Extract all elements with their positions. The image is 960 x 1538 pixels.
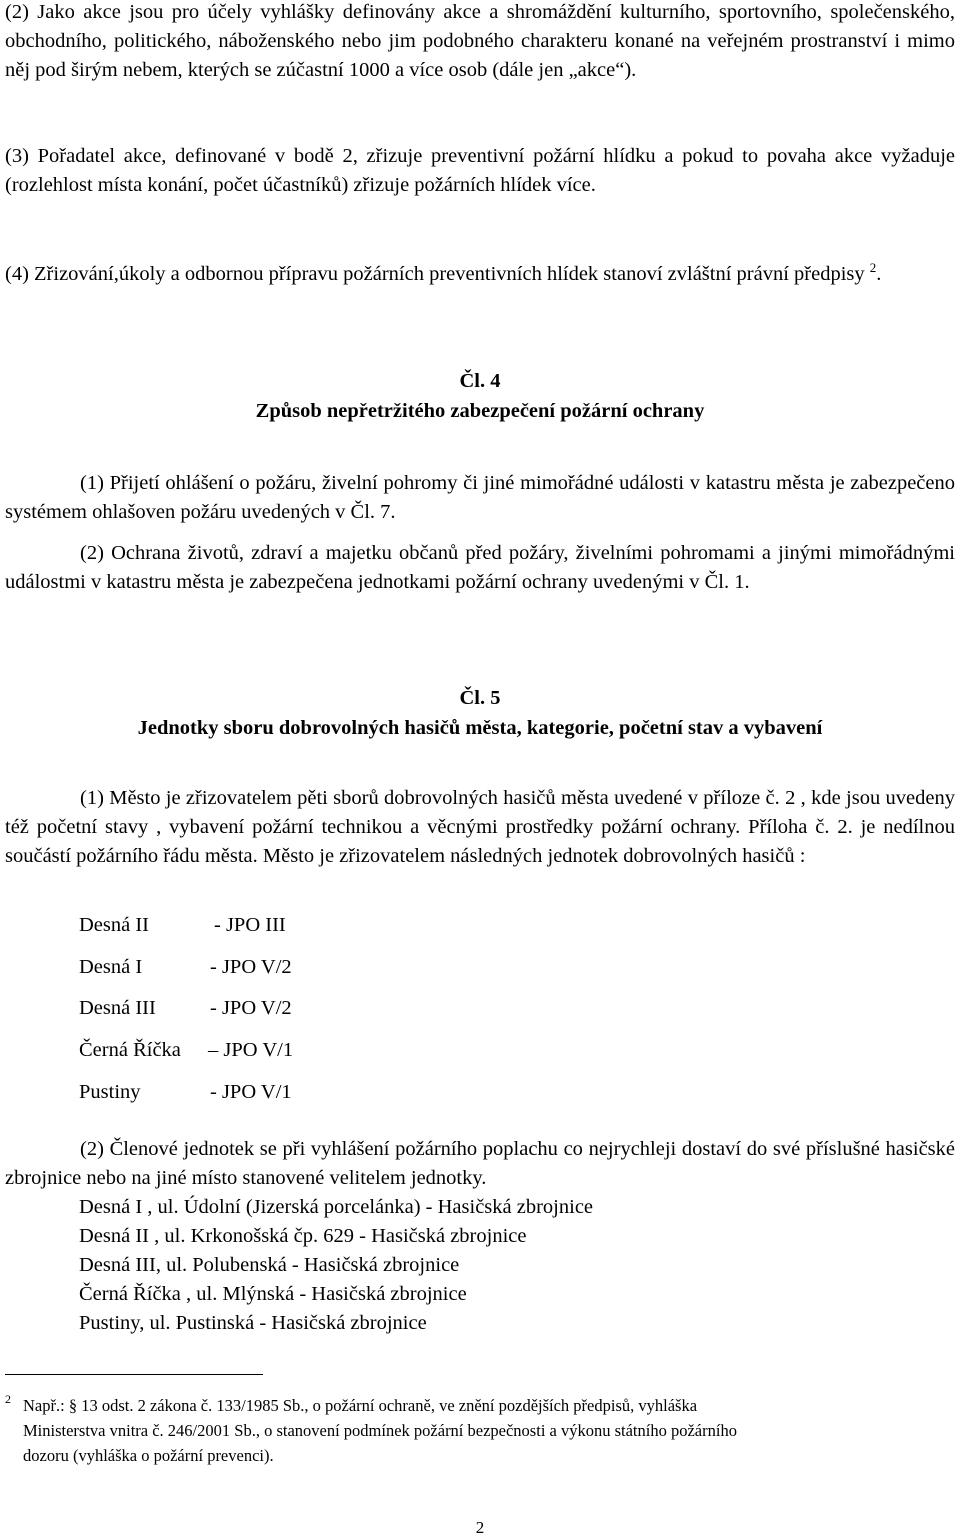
- footnote-separator: [5, 1374, 263, 1375]
- paragraph-3: (3) Pořadatel akce, definované v bodě 2, zřizuje preventivní požární hlídku a pokud to povaha akce vyžaduje (rozlehlost místa konání, počet účastníků) zřizuje požárních hlídek více.: [5, 145, 955, 196]
- article-4-paragraph-2: (2) Ochrana životů, zdraví a majetku občanů před požáry, živelními pohromami a jinými mimořádnými událostmi v katastru města je zabezpečena jednotkami požární ochrany uvedenými v Čl. 1.: [5, 542, 955, 593]
- page-number: 2: [475, 1518, 485, 1537]
- unit-name: Černá Říčka: [79, 1039, 181, 1061]
- article-5-paragraph-2: (2) Členové jednotek se při vyhlášení požárního poplachu co nejrychleji dostaví do své příslušné hasičské zbrojnice nebo na jiné místo stanovené velitelem jednotky.: [5, 1138, 956, 1189]
- footnote-line: Např.: § 13 odst. 2 zákona č. 133/1985 Sb., o požární ochraně, ve znění pozdějších předpisů, vyhláška: [23, 1396, 698, 1415]
- station-item: Pustiny, ul. Pustinská - Hasičská zbrojnice: [79, 1312, 427, 1334]
- unit-category: - JPO V/2: [210, 956, 292, 978]
- article-4-paragraph-1: (1) Přijetí ohlášení o požáru, živelní pohromy či jiné mimořádné události v katastru města je zabezpečeno systémem ohlašoven požáru uvedených v Čl. 7.: [5, 472, 956, 523]
- station-item: Desná III, ul. Polubenská - Hasičská zbrojnice: [79, 1254, 460, 1276]
- article-5-title: Jednotky sboru dobrovolných hasičů města, kategorie, početní stav a vybavení: [137, 717, 823, 739]
- station-item: Desná II , ul. Krkonošská čp. 629 - Hasičská zbrojnice: [79, 1225, 527, 1247]
- unit-category: - JPO V/2: [210, 997, 292, 1019]
- footnote-line: dozoru (vyhláška o požární prevenci).: [23, 1446, 274, 1465]
- unit-name: Desná III: [79, 997, 156, 1019]
- footnote-mark: 2: [5, 1392, 11, 1406]
- unit-name: Desná II: [79, 914, 150, 936]
- unit-name: Pustiny: [79, 1081, 141, 1103]
- footnote-line: Ministerstva vnitra č. 246/2001 Sb., o stanovení podmínek požární bezpečnosti a výkonu státního požárního: [23, 1421, 737, 1440]
- unit-category: - JPO III: [214, 914, 286, 936]
- unit-category: – JPO V/1: [208, 1039, 294, 1061]
- article-4-number: Čl. 4: [459, 370, 501, 392]
- article-5-number: Čl. 5: [459, 687, 501, 709]
- station-item: Desná I , ul. Údolní (Jizerská porcelánka) - Hasičská zbrojnice: [79, 1196, 594, 1218]
- article-5-paragraph-1: (1) Město je zřizovatelem pěti sborů dobrovolných hasičů města uvedené v příloze č. 2 , kde jsou uvedeny též početní stavy , vybavení požární technikou a věcnými prostředky požární ochrany. Příloha č. 2. je nedílnou součástí požárního řádu města. Město je zřizovatelem následných jednotek dobrovolných hasičů :: [5, 787, 955, 867]
- unit-name: Desná I: [79, 956, 143, 978]
- paragraph-4: (4) Zřizování,úkoly a odbornou přípravu požárních preventivních hlídek stanoví zvláštní právní předpisy $^2$.: [5, 260, 882, 285]
- unit-category: - JPO V/1: [210, 1081, 292, 1103]
- footnote-reference[interactable]: 2: [869, 260, 877, 275]
- article-4-title: Způsob nepřetržitého zabezpečení požární ochrany: [255, 400, 705, 422]
- paragraph-2: (2) Jako akce jsou pro účely vyhlášky definovány akce a shromáždění kulturního, sportovního, společenského, obchodního, politického, náboženského nebo jim podobného charakteru konané na veřejném prostranství i mimo něj pod širým nebem, kterých se zúčastní 1000 a více osob (dále jen „akce“).: [5, 1, 955, 81]
- station-item: Černá Říčka , ul. Mlýnská - Hasičská zbrojnice: [79, 1283, 467, 1305]
